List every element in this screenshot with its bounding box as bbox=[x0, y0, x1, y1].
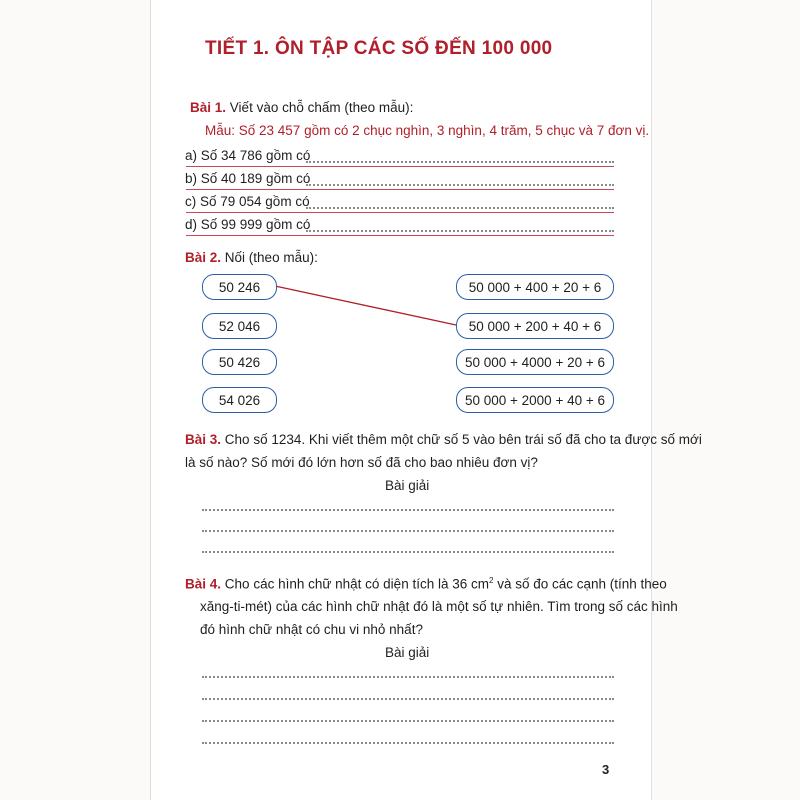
bai4-superscript: 2 bbox=[488, 576, 494, 585]
bai4-answer-line[interactable] bbox=[202, 720, 614, 722]
bai4-solution-label: Bài giải bbox=[385, 645, 430, 660]
bai3-answer-line[interactable] bbox=[202, 509, 614, 511]
number-box-1[interactable]: 50 246 bbox=[202, 274, 277, 300]
bai3-answer-line[interactable] bbox=[202, 530, 614, 532]
number-box-2[interactable]: 52 046 bbox=[202, 313, 277, 339]
bai3-line1 bbox=[185, 432, 702, 447]
expression-box-2[interactable]: 50 000 + 200 + 40 + 6 bbox=[456, 313, 614, 339]
bai4-text-line1-b: và số đo các cạnh (tính theo bbox=[493, 576, 667, 592]
bai4-text-line1-a: Cho các hình chữ nhật có diện tích là 36 cm bbox=[224, 576, 489, 592]
number-box-4[interactable]: 54 026 bbox=[202, 387, 277, 413]
bai1-instruction: Viết vào chỗ chấm (theo mẫu): bbox=[229, 100, 414, 115]
expression-box-1[interactable]: 50 000 + 400 + 20 + 6 bbox=[456, 274, 614, 300]
bai1-item-c: c) Số 79 054 gồm có bbox=[185, 194, 310, 209]
bai1-label: Bài 1. bbox=[190, 100, 227, 115]
number-box-3[interactable]: 50 426 bbox=[202, 349, 277, 375]
example-connector-line bbox=[275, 286, 456, 325]
bai4-answer-line[interactable] bbox=[202, 742, 614, 744]
bai4-text-line2: xăng-ti-mét) của các hình chữ nhật đó là một số tự nhiên. Tìm trong số các hình bbox=[200, 599, 678, 614]
bai3-solution-label: Bài giải bbox=[385, 478, 430, 493]
bai1-example: Mẫu: Số 23 457 gồm có 2 chục nghìn, 3 nghìn, 4 trăm, 5 chục và 7 đơn vị. bbox=[205, 123, 650, 138]
bai1-item-d: d) Số 99 999 gồm có bbox=[185, 217, 311, 232]
bai4-text-line3: đó hình chữ nhật có chu vi nhỏ nhất? bbox=[200, 622, 423, 637]
bai2-label: Bài 2. bbox=[185, 250, 222, 265]
bai4-answer-line[interactable] bbox=[202, 698, 614, 700]
bai4-label: Bài 4. bbox=[185, 576, 222, 592]
bai3-text-line2: là số nào? Số mới đó lớn hơn số đã cho bao nhiêu đơn vị? bbox=[185, 455, 538, 470]
bai3-answer-line[interactable] bbox=[202, 551, 614, 553]
bai4-line1 bbox=[185, 576, 667, 592]
expression-box-3[interactable]: 50 000 + 4000 + 20 + 6 bbox=[456, 349, 614, 375]
page-number: 3 bbox=[602, 762, 610, 777]
bai3-label: Bài 3. bbox=[185, 432, 222, 447]
bai3-text-line1: Cho số 1234. Khi viết thêm một chữ số 5 vào bên trái số đã cho ta được số mới bbox=[224, 432, 702, 447]
bai1-item-b: b) Số 40 189 gồm có bbox=[185, 171, 311, 186]
bai1-item-a: a) Số 34 786 gồm có bbox=[185, 148, 311, 163]
bai4-answer-line[interactable] bbox=[202, 676, 614, 678]
expression-box-4[interactable]: 50 000 + 2000 + 40 + 6 bbox=[456, 387, 614, 413]
bai2-instruction: Nối (theo mẫu): bbox=[224, 250, 318, 265]
page-title: TIẾT 1. ÔN TẬP CÁC SỐ ĐẾN 100 000 bbox=[205, 38, 553, 59]
